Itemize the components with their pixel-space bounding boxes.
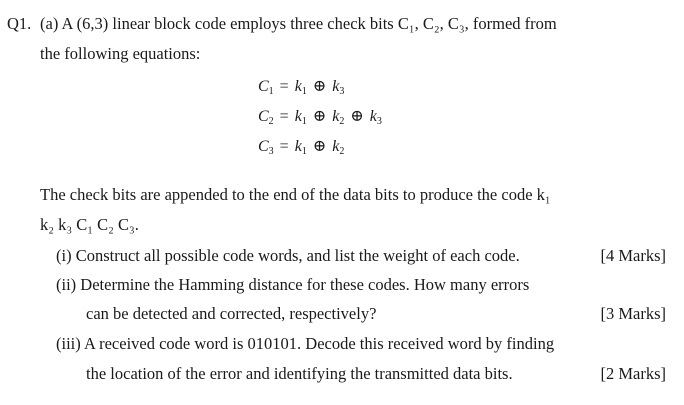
equation-lhs-subscript: 2 xyxy=(268,116,274,127)
equals-sign: = xyxy=(275,108,293,125)
xor-operator: ⊕ xyxy=(346,108,368,125)
subquestion-text: Construct all possible code words, and list the weight of each code. xyxy=(75,246,520,265)
subquestion-ii xyxy=(56,275,529,295)
equation-term-subscript: 3 xyxy=(376,116,382,127)
equals-sign: = xyxy=(275,138,293,155)
subquestion-label: (ii) xyxy=(56,275,77,294)
equation-term-subscript: 2 xyxy=(339,146,345,157)
xor-operator: ⊕ xyxy=(308,108,331,125)
subquestion-i xyxy=(56,246,520,266)
paragraph-line1: The check bits are appended to the end of the data bits to produce the code k₁ xyxy=(40,185,551,204)
equation-term-subscript: 1 xyxy=(301,146,307,157)
equation-term: k xyxy=(369,108,377,125)
xor-operator: ⊕ xyxy=(308,78,331,95)
question-number: Q1. xyxy=(7,14,32,33)
intro-text: A (6,3) linear block code employs three check bits C₁, C₂, C₃, formed from xyxy=(61,14,557,33)
paragraph-line2: k₂ k₃ C₁ C₂ C₃. xyxy=(40,215,139,234)
marks-i: [4 Marks] xyxy=(600,246,666,265)
equation-term-subscript: 2 xyxy=(339,116,345,127)
subquestion-iii xyxy=(56,334,554,354)
equation-term: k xyxy=(294,78,302,95)
marks-ii: [3 Marks] xyxy=(600,304,666,323)
equation-term: k xyxy=(332,138,340,155)
equation-term: k xyxy=(294,108,302,125)
equation-lhs: C xyxy=(258,108,269,125)
subquestion-ii-continued: can be detected and corrected, respectively? xyxy=(86,304,377,323)
equation-c1 xyxy=(258,77,344,97)
subquestion-iii-continued: the location of the error and identifying the transmitted data bits. xyxy=(86,364,513,383)
equation-lhs-subscript: 1 xyxy=(268,86,274,97)
question-intro-line2: the following equations: xyxy=(40,44,201,63)
marks-iii: [2 Marks] xyxy=(600,364,666,383)
equation-lhs: C xyxy=(258,78,269,95)
equals-sign: = xyxy=(275,78,293,95)
equation-lhs-subscript: 3 xyxy=(268,146,274,157)
question-intro-line1 xyxy=(40,14,557,34)
equation-c2 xyxy=(258,107,382,127)
xor-operator: ⊕ xyxy=(308,138,331,155)
subquestion-text: Determine the Hamming distance for these codes. How many errors xyxy=(80,275,530,294)
equation-lhs: C xyxy=(258,138,269,155)
equation-term-subscript: 1 xyxy=(301,86,307,97)
subquestion-label: (i) xyxy=(56,246,72,265)
equation-term-subscript: 1 xyxy=(301,116,307,127)
equation-term-subscript: 3 xyxy=(339,86,345,97)
equation-c3 xyxy=(258,137,344,157)
equation-term: k xyxy=(332,78,340,95)
subquestion-label: (iii) xyxy=(56,334,81,353)
equation-term: k xyxy=(332,108,340,125)
equation-term: k xyxy=(294,138,302,155)
subquestion-text: A received code word is 010101. Decode this received word by finding xyxy=(83,334,555,353)
part-label: (a) xyxy=(40,14,59,33)
